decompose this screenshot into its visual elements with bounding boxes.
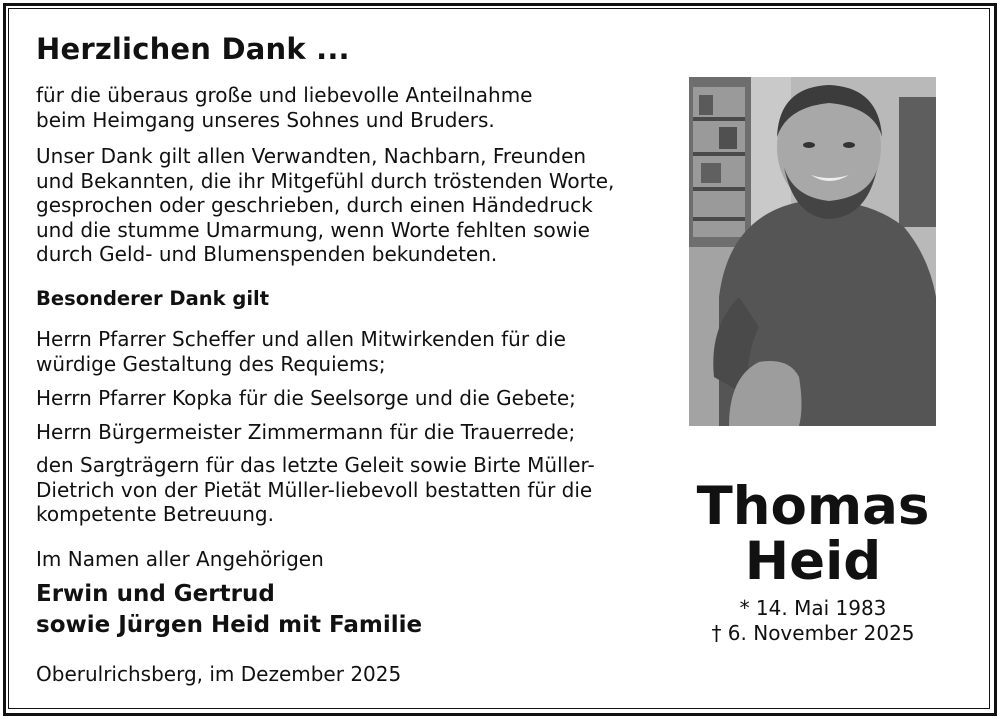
special-thanks-line: würdige Gestaltung des Requiems;: [36, 351, 386, 376]
thanks-line: und die stumme Umarmung, wenn Worte fehlten sowie: [36, 217, 590, 242]
thanks-line: und Bekannten, die ihr Mitgefühl durch tröstenden Worte,: [36, 168, 615, 193]
deceased-last-name: Heid: [744, 531, 882, 592]
death-date: † 6. November 2025: [711, 621, 915, 645]
birth-date: * 14. Mai 1983: [739, 596, 887, 620]
special-thanks-item: Herrn Pfarrer Kopka für die Seelsorge und die Gebete;: [36, 386, 576, 410]
thanks-line: Unser Dank gilt allen Verwandten, Nachbarn, Freunden: [36, 144, 587, 168]
special-thanks-line: kompetente Betreuung.: [36, 502, 274, 526]
signatory-line: Erwin und Gertrud: [36, 581, 275, 607]
special-thanks-heading: Besonderer Dank gilt: [36, 287, 270, 310]
on-behalf-line: Im Namen aller Angehörigen: [36, 547, 324, 571]
thanks-paragraph: [36, 144, 614, 267]
special-thanks-item: Herrn Bürgermeister Zimmermann für die Trauerrede;: [36, 420, 576, 444]
intro-paragraph: [36, 83, 532, 132]
special-thanks-line: Herrn Pfarrer Scheffer und allen Mitwirkenden für die: [36, 327, 566, 351]
heading: Herzlichen Dank ...: [36, 32, 350, 66]
intro-line: für die überaus große und liebevolle Anteilnahme: [36, 83, 533, 107]
thanks-line: durch Geld- und Blumenspenden bekundeten.: [36, 242, 498, 266]
special-thanks-line: den Sargträgern für das letzte Geleit sowie Birte Müller-: [36, 453, 595, 477]
signatories: [36, 579, 422, 641]
portrait-photo: [689, 77, 936, 426]
portrait-photo-illustration: [689, 77, 936, 426]
thanks-line: gesprochen oder geschrieben, durch einen Händedruck: [36, 193, 593, 217]
place-date: Oberulrichsberg, im Dezember 2025: [36, 662, 402, 686]
signatory-line: sowie Jürgen Heid mit Familie: [36, 612, 423, 638]
intro-line: beim Heimgang unseres Sohnes und Bruders.: [36, 107, 495, 132]
deceased-first-name: Thomas: [696, 476, 930, 537]
special-thanks-item: [36, 453, 595, 527]
special-thanks-item: [36, 327, 566, 376]
life-dates: [690, 596, 936, 646]
special-thanks-line: Dietrich von der Pietät Müller-liebevoll bestatten für die: [36, 477, 593, 502]
